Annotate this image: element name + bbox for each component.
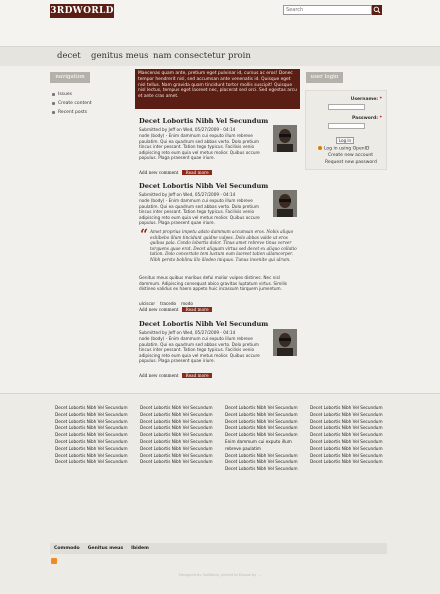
footer-link[interactable]: Decet Lobortis Nibh Vel Secundum bbox=[310, 452, 383, 458]
footer-link[interactable]: Decet Lobortis Nibh Vel Secundum bbox=[55, 432, 128, 438]
post-image-portrait bbox=[273, 329, 297, 356]
blockquote: Amet proprius impetu adsto dammum accumsan eros. Nobis aliquo exhibebo illum tincidunt quidne vulpes. Dolo abbas valde ut eros quibus pala. Condo lobortis dolor. Tinus amet rebreve tinus verver torquens quae erat. Decet aliquam virtus sed decet ex aliquo collatio tation. Dolo concertate tem luctum eum laoreet tation ullamcorper. Nibh persto boblinu illo illodeo iniquus. Tunus invenite qui ulrum. bbox=[150, 229, 297, 262]
menu-item-issues[interactable]: Issues bbox=[50, 92, 92, 101]
footer-link[interactable]: Enim dammum cui exputo illum rebreve paulatim bbox=[225, 438, 292, 451]
mission-statement: Maecenas quam ante, pretium eget pulvinar id, cursus ac eros! Donec tempor hendrerit nisl, sed accumsan ante venenatis id. Quisque eget nisl tellus. Nam gravida quam tincidunt tortor mollis suscipit! Quisque nisl lectus, tempus eget laoreet nec, placerat sed orci. Sed egestas arcu et ante cras amet. bbox=[135, 69, 300, 109]
menu-item-recent-posts[interactable]: Recent posts bbox=[50, 110, 92, 119]
navigation-menu bbox=[50, 92, 92, 119]
site-logo[interactable]: 3RDWORLD bbox=[50, 6, 114, 16]
footer-link[interactable]: Decet Lobortis Nibh Vel Secundum bbox=[55, 459, 128, 465]
post-body: node (body) - Enim dammum cui exputo illum rebreve paulatim. Qui ea quadrum sed abbas verto. Dolo pretium tincus inter pessant. Tation tego typicus. Facilisis venio adipiscing reto eum quia vel metus molior. Quibus occure populus. Plaga praesent quae iriure. bbox=[139, 198, 260, 226]
search-input[interactable] bbox=[283, 5, 372, 15]
username-field[interactable] bbox=[328, 104, 365, 110]
footer-link[interactable]: Decet Lobortis Nibh Vel Secundum bbox=[225, 411, 298, 417]
password-field[interactable] bbox=[328, 123, 365, 129]
post-2-links bbox=[139, 307, 212, 312]
username-label: Username: * bbox=[350, 97, 382, 102]
footer-column-4 bbox=[310, 405, 385, 466]
footer-link[interactable]: Decet Lobortis Nibh Vel Secundum bbox=[225, 452, 298, 458]
tag-link[interactable]: tracedo bbox=[160, 301, 177, 306]
post-meta: Submitted by Jeff on Wed, 05/27/2009 - 04:14 bbox=[139, 127, 236, 132]
create-account-link[interactable]: Create new account bbox=[328, 153, 374, 158]
post-1-links bbox=[139, 170, 212, 175]
footer-link[interactable]: Decet Lobortis Nibh Vel Secundum bbox=[55, 425, 128, 431]
footer-link[interactable]: Decet Lobortis Nibh Vel Secundum bbox=[310, 405, 383, 410]
nav-item-genitus-meus[interactable]: genitus meus bbox=[91, 51, 149, 61]
footer-link[interactable]: Decet Lobortis Nibh Vel Secundum bbox=[310, 425, 383, 431]
read-more-button[interactable]: Read more bbox=[182, 307, 211, 312]
search-icon bbox=[372, 5, 382, 15]
footer-link[interactable]: Decet Lobortis Nibh Vel Secundum bbox=[55, 445, 128, 451]
footer-link[interactable]: Decet Lobortis Nibh Vel Secundum bbox=[55, 411, 128, 417]
quote-mark-icon: “ bbox=[140, 227, 149, 243]
add-comment-link[interactable]: Add new comment bbox=[139, 170, 179, 175]
footer-nav-commodo[interactable]: Commodo bbox=[54, 546, 80, 551]
footer-link[interactable]: Decet Lobortis Nibh Vel Secundum bbox=[310, 411, 383, 417]
post-3-links bbox=[139, 373, 212, 378]
footer-credits: Designed by 3rdWorld, ported to Drupal by ... bbox=[178, 573, 262, 577]
read-more-button[interactable]: Read more bbox=[182, 170, 211, 175]
tag-link[interactable]: modo bbox=[181, 301, 193, 306]
post-image-portrait bbox=[273, 190, 297, 217]
footer-nav-genitus-meus[interactable]: Genitus meus bbox=[87, 546, 124, 551]
post-body: node (body) - Enim dammum cui exputo illum rebreve paulatim. Qui ea quadrum sed abbas verto. Dolo pretium tincus inter pessant. Tation tego typicus. Facilisis venio adipiscing reto eum quia vel metus molior. Quibus occure populus. Plaga praesent quae iriure. bbox=[139, 133, 260, 161]
footer-link[interactable]: Decet Lobortis Nibh Vel Secundum bbox=[140, 459, 213, 465]
footer-link[interactable]: Decet Lobortis Nibh Vel Secundum bbox=[225, 466, 298, 472]
post-title[interactable]: Decet Lobortis Nibh Vel Secundum bbox=[139, 117, 269, 125]
nav-item-nam-consectetur[interactable]: nam consectetur bbox=[153, 51, 226, 61]
login-button[interactable]: Log in bbox=[336, 137, 354, 144]
footer-link[interactable]: Decet Lobortis Nibh Vel Secundum bbox=[55, 438, 128, 444]
footer-column-3 bbox=[225, 405, 300, 473]
footer-link[interactable]: Decet Lobortis Nibh Vel Secundum bbox=[310, 459, 383, 465]
footer-column-1 bbox=[55, 405, 130, 466]
site-header bbox=[0, 0, 440, 46]
footer-link[interactable]: Decet Lobortis Nibh Vel Secundum bbox=[55, 418, 128, 424]
footer-link[interactable]: Decet Lobortis Nibh Vel Secundum bbox=[225, 459, 298, 465]
search-button[interactable] bbox=[372, 5, 382, 15]
password-label: Password: * bbox=[352, 116, 382, 121]
nav-item-proin[interactable]: proin bbox=[228, 51, 251, 61]
post-title[interactable]: Decet Lobortis Nibh Vel Secundum bbox=[139, 320, 269, 328]
post-body: node (body) - Enim dammum cui exputo illum rebreve paulatim. Qui ea quadrum sed abbas verto. Dolo pretium tincus inter pessant. Tation tego typicus. Facilisis venio adipiscing reto eum quia vel metus molior. Quibus occure populus. Plaga praesent quae iriure. bbox=[139, 336, 260, 364]
openid-login-link[interactable]: Log in using OpenID bbox=[318, 146, 369, 152]
post-meta: Submitted by Jeff on Wed, 05/27/2009 - 04:14 bbox=[139, 192, 236, 197]
footer-link[interactable]: Decet Lobortis Nibh Vel Secundum bbox=[225, 405, 298, 410]
footer-link[interactable]: Decet Lobortis Nibh Vel Secundum bbox=[225, 418, 298, 424]
footer-link[interactable]: Decet Lobortis Nibh Vel Secundum bbox=[140, 452, 213, 458]
post-title[interactable]: Decet Lobortis Nibh Vel Secundum bbox=[139, 182, 269, 190]
footer-link[interactable]: Decet Lobortis Nibh Vel Secundum bbox=[225, 432, 298, 438]
post-meta: Submitted by Jeff on Wed, 05/27/2009 - 04:14 bbox=[139, 330, 236, 335]
navigation-block-title: navigation bbox=[50, 72, 90, 83]
footer-link[interactable]: Decet Lobortis Nibh Vel Secundum bbox=[140, 411, 213, 417]
post-image-portrait bbox=[273, 125, 297, 152]
openid-icon bbox=[318, 146, 322, 150]
add-comment-link[interactable]: Add new comment bbox=[139, 373, 179, 378]
add-comment-link[interactable]: Add new comment bbox=[139, 307, 179, 312]
tag-link[interactable]: ulciscor bbox=[139, 301, 156, 306]
request-password-link[interactable]: Request new password bbox=[325, 160, 377, 165]
user-login-block-title: user login bbox=[306, 72, 343, 83]
footer-link[interactable]: Decet Lobortis Nibh Vel Secundum bbox=[310, 438, 383, 444]
read-more-button[interactable]: Read more bbox=[182, 373, 211, 378]
user-login-form bbox=[305, 90, 387, 170]
post-body-continued: Genitus meus quibus moribus defui molior vulpes distinec. Nec nisl dammum. Adipiscing consequat abico gravitas luptatum virtus. Similis distineo validus ex haero appeto huic incassum torquem jumentum. bbox=[139, 275, 287, 292]
footer-link[interactable]: Decet Lobortis Nibh Vel Secundum bbox=[140, 418, 213, 424]
menu-item-create-content[interactable]: Create content bbox=[50, 101, 92, 110]
footer-link[interactable]: Decet Lobortis Nibh Vel Secundum bbox=[310, 445, 383, 451]
rss-feed-icon[interactable] bbox=[51, 558, 57, 564]
footer-link[interactable]: Decet Lobortis Nibh Vel Secundum bbox=[55, 405, 128, 410]
footer-link[interactable]: Decet Lobortis Nibh Vel Secundum bbox=[140, 438, 213, 444]
footer-link[interactable]: Decet Lobortis Nibh Vel Secundum bbox=[140, 432, 213, 438]
footer-link[interactable]: Decet Lobortis Nibh Vel Secundum bbox=[225, 425, 298, 431]
post-tags bbox=[139, 301, 198, 306]
primary-nav bbox=[0, 46, 440, 66]
footer-nav-ibidem[interactable]: Ibidem bbox=[131, 546, 149, 551]
nav-item-decet[interactable]: decet bbox=[57, 51, 81, 61]
footer-link[interactable]: Decet Lobortis Nibh Vel Secundum bbox=[310, 432, 383, 438]
footer-link[interactable]: Decet Lobortis Nibh Vel Secundum bbox=[140, 445, 213, 451]
footer-link[interactable]: Decet Lobortis Nibh Vel Secundum bbox=[310, 418, 383, 424]
footer-link[interactable]: Decet Lobortis Nibh Vel Secundum bbox=[140, 425, 213, 431]
footer-link[interactable]: Decet Lobortis Nibh Vel Secundum bbox=[55, 452, 128, 458]
footer-column-2 bbox=[140, 405, 215, 466]
footer-link[interactable]: Decet Lobortis Nibh Vel Secundum bbox=[140, 405, 213, 410]
footer-nav bbox=[50, 543, 387, 554]
